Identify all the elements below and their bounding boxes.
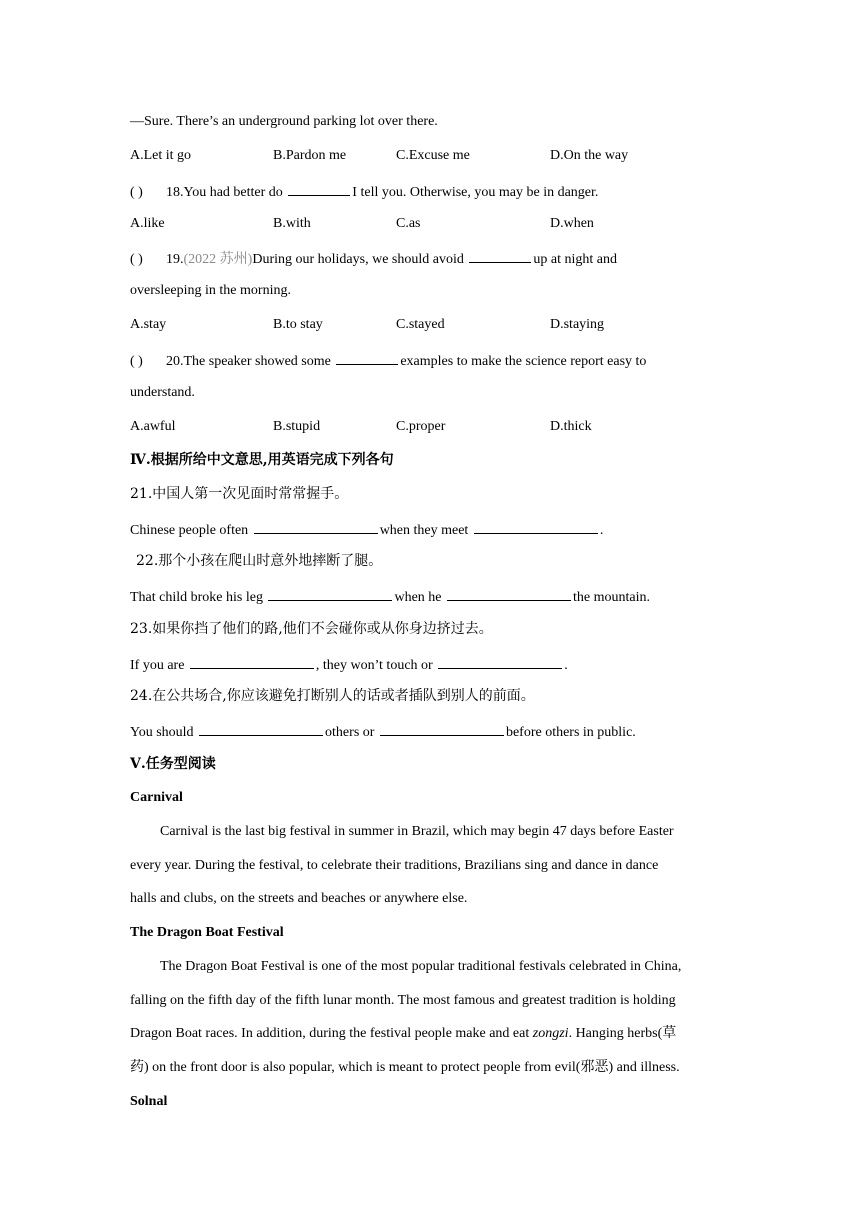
dragon-boat-line-1: The Dragon Boat Festival is one of the most popular traditional festivals celebrated in China,: [160, 959, 682, 974]
carnival-title: Carnival: [130, 790, 183, 805]
q21-english: [130, 519, 603, 540]
q18-text-after: I tell you. Otherwise, you may be in danger.: [352, 185, 599, 200]
answer-blank[interactable]: [288, 181, 350, 196]
zongzi-word: zongzi: [532, 1026, 569, 1041]
answer-blank[interactable]: [254, 519, 378, 534]
q20-option-c: C.proper: [396, 419, 446, 434]
q19-option-d: D.staying: [550, 317, 605, 332]
q23-chinese: 23.如果你挡了他们的路,他们不会碰你或从你身边挤过去。: [130, 621, 493, 637]
q17-option-b: B.Pardon me: [273, 148, 347, 163]
section-5-heading: Ⅴ.任务型阅读: [130, 756, 216, 772]
q24-part-1: You should: [130, 725, 194, 740]
q21-chinese: 21.中国人第一次见面时常常握手。: [130, 486, 349, 502]
section-4-heading: Ⅳ.根据所给中文意思,用英语完成下列各句: [130, 452, 394, 468]
q19-options: [130, 316, 730, 334]
q19-text-after: up at night and: [533, 252, 617, 267]
dragon-boat-line-3: [130, 1025, 676, 1043]
q18-option-d: D.when: [550, 216, 594, 231]
q24-part-3: before others in public.: [505, 725, 636, 740]
q18-options: [130, 215, 730, 233]
q18-option-c: C.as: [396, 216, 421, 231]
q18-question: [130, 181, 598, 202]
answer-blank[interactable]: [474, 519, 598, 534]
q17-option-a: A.Let it go: [130, 148, 192, 163]
q21-part-1: Chinese people often: [130, 523, 249, 538]
q23-part-3: .: [564, 658, 568, 673]
q24-part-2: others or: [325, 725, 375, 740]
q22-chinese: 22.那个小孩在爬山时意外地摔断了腿。: [136, 553, 383, 569]
answer-blank[interactable]: [336, 350, 398, 365]
q22-english: [130, 586, 650, 607]
q23-english: [130, 654, 568, 675]
answer-blank[interactable]: [438, 654, 562, 669]
answer-blank[interactable]: [469, 248, 531, 263]
q23-part-2: , they won’t touch or: [315, 658, 433, 673]
q19-number: 19.: [166, 252, 184, 267]
answer-blank[interactable]: [268, 586, 392, 601]
carnival-line-3: halls and clubs, on the streets and beaches or anywhere else.: [130, 891, 468, 906]
answer-paren: ( ): [130, 252, 143, 267]
q20-option-a: A.awful: [130, 419, 176, 434]
q21-part-3: .: [599, 523, 604, 538]
q20-option-b: B.stupid: [273, 419, 321, 434]
q20-text-before: 20.The speaker showed some: [166, 354, 331, 369]
q20-question: [130, 350, 646, 371]
q17-option-d: D.On the way: [550, 148, 629, 163]
dragon-boat-line-4: 药) on the front door is also popular, which is meant to protect people from evil(邪恶) and illness.: [130, 1060, 680, 1075]
carnival-line-2: every year. During the festival, to celebrate their traditions, Brazilians sing and dance in dance: [130, 858, 659, 873]
q17-option-c: C.Excuse me: [396, 148, 470, 163]
dragon-line3-before: Dragon Boat races. In addition, during the festival people make and eat: [130, 1026, 533, 1041]
answer-paren: ( ): [130, 354, 143, 369]
answer-paren: ( ): [130, 185, 143, 200]
q20-options: [130, 418, 730, 436]
q18-text-before: 18.You had better do: [166, 185, 283, 200]
answer-blank[interactable]: [380, 721, 504, 736]
q18-option-a: A.like: [130, 216, 165, 231]
q18-option-b: B.with: [273, 216, 311, 231]
q22-part-2: when he: [394, 590, 442, 605]
q20-option-d: D.thick: [550, 419, 592, 434]
q19-source-tag: (2022 苏州): [183, 252, 253, 267]
dragon-boat-line-2: falling on the fifth day of the fifth lunar month. The most famous and greatest tradition is holding: [130, 993, 676, 1008]
dragon-line3-after: . Hanging herbs(草: [568, 1026, 677, 1041]
carnival-line-1: Carnival is the last big festival in summer in Brazil, which may begin 47 days before Easter: [160, 824, 674, 839]
answer-blank[interactable]: [447, 586, 571, 601]
q17-options: [130, 147, 730, 165]
q19-option-a: A.stay: [130, 317, 167, 332]
answer-blank[interactable]: [199, 721, 323, 736]
q24-chinese: 24.在公共场合,你应该避免打断别人的话或者插队到别人的前面。: [130, 688, 535, 704]
answer-blank[interactable]: [190, 654, 314, 669]
q23-part-1: If you are: [130, 658, 185, 673]
q19-option-c: C.stayed: [396, 317, 445, 332]
q19-line2: oversleeping in the morning.: [130, 283, 291, 298]
dragon-boat-title: The Dragon Boat Festival: [130, 925, 284, 940]
q19-option-b: B.to stay: [273, 317, 323, 332]
solnal-title: Solnal: [130, 1094, 168, 1109]
q20-line2: understand.: [130, 385, 195, 400]
q22-part-3: the mountain.: [573, 590, 651, 605]
q22-part-1: That child broke his leg: [130, 590, 263, 605]
q19-question: [130, 248, 617, 269]
q24-english: [130, 721, 636, 742]
q17-answer-line: —Sure. There’s an underground parking lot over there.: [130, 114, 438, 129]
q20-text-after: examples to make the science report easy to: [400, 354, 647, 369]
q21-part-2: when they meet: [379, 523, 469, 538]
q19-text-before: During our holidays, we should avoid: [252, 252, 464, 267]
